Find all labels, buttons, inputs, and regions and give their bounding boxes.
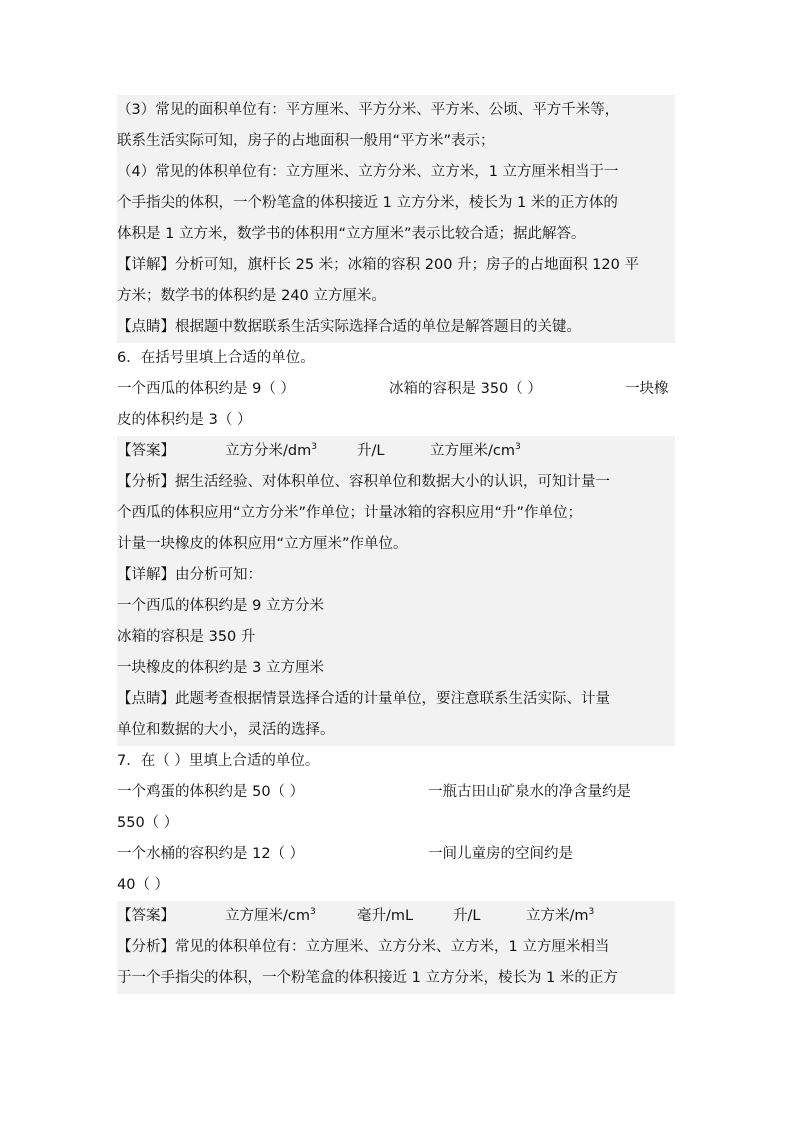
text: 联系生活实际可知，房子的占地面积一般用“平方米”表示； xyxy=(117,133,495,149)
text: 一个西瓜的体积约是 9 立方分米 xyxy=(117,598,324,614)
question-line xyxy=(117,808,675,839)
text: 方米；数学书的体积约是 240 立方厘米。 xyxy=(117,288,386,304)
question-line xyxy=(117,777,675,808)
comment-line xyxy=(117,715,675,746)
detail-line xyxy=(117,591,675,622)
analysis-line xyxy=(117,467,675,498)
detail-line xyxy=(117,560,675,591)
answer-value xyxy=(526,901,594,932)
question-title xyxy=(117,746,675,777)
answer-label: 【答案】 xyxy=(117,908,175,924)
text: 单位和数据的大小，灵活的选择。 xyxy=(117,722,335,738)
text: 立方厘米/cm xyxy=(225,908,310,924)
detail-line xyxy=(117,653,675,684)
text: 于一个手指尖的体积，一个粉笔盒的体积接近 1 立方分米，棱长为 1 米的正方 xyxy=(117,970,618,986)
question-title xyxy=(117,343,675,374)
text: 【分析】常见的体积单位有：立方厘米、立方分米、立方米，1 立方厘米相当 xyxy=(117,939,610,955)
text: 【点睛】此题考查根据情景选择合适的计量单位，要注意联系生活实际、计量 xyxy=(117,691,610,707)
document-page xyxy=(117,95,675,994)
detail-line xyxy=(117,622,675,653)
text: 立方分米/dm xyxy=(225,443,312,459)
text: 个西瓜的体积应用“立方分米”作单位；计量冰箱的容积应用“升”作单位； xyxy=(117,505,583,521)
detail-line xyxy=(117,250,675,281)
text: 【详解】分析可知，旗杆长 25 米；冰箱的容积 200 升；房子的占地面积 120 平 xyxy=(117,257,639,273)
text: （3）常见的面积单位有：平方厘米、平方分米、平方米、公顷、平方千米等， xyxy=(117,102,620,118)
superscript: 3 xyxy=(588,907,595,918)
text: 【详解】由分析可知： xyxy=(117,567,262,583)
analysis-line xyxy=(117,157,675,188)
question-item: 一块橡 xyxy=(625,381,669,397)
answer-value xyxy=(225,436,317,467)
question-item: 皮的体积约是 3（ ） xyxy=(117,412,252,428)
answer-line xyxy=(117,901,675,932)
answer-label: 【答案】 xyxy=(117,443,175,459)
question-item: 40（ ） xyxy=(117,877,170,893)
analysis-line xyxy=(117,963,675,994)
question-item: 冰箱的容积是 350（ ） xyxy=(389,381,542,397)
text: 计量一块橡皮的体积应用“立方厘米”作单位。 xyxy=(117,536,408,552)
question-line xyxy=(117,870,675,901)
superscript: 3 xyxy=(309,907,316,918)
analysis-line xyxy=(117,932,675,963)
text: 冰箱的容积是 350 升 xyxy=(117,629,256,645)
analysis-line xyxy=(117,219,675,250)
text: 立方厘米/cm xyxy=(430,443,515,459)
text: 体积是 1 立方米，数学书的体积用“立方厘米”表示比较合适；据此解答。 xyxy=(117,226,586,242)
detail-line xyxy=(117,281,675,312)
text: 【分析】据生活经验、对体积单位、容积单位和数据大小的认识，可知计量一 xyxy=(117,474,610,490)
analysis-line xyxy=(117,498,675,529)
comment-line xyxy=(117,312,675,343)
text: 【点睛】根据题中数据联系生活实际选择合适的单位是解答题目的关键。 xyxy=(117,319,581,335)
answer-value xyxy=(225,901,316,932)
question-item: 一个水桶的容积约是 12（ ） xyxy=(117,846,305,862)
text: （4）常见的体积单位有：立方厘米、立方分米、立方米，1 立方厘米相当于一 xyxy=(117,164,619,180)
text: 个手指尖的体积，一个粉笔盒的体积接近 1 立方分米，棱长为 1 米的正方体的 xyxy=(117,195,618,211)
question-item: 一瓶古田山矿泉水的净含量约是 xyxy=(428,784,631,800)
comment-line xyxy=(117,684,675,715)
text: 7．在（ ）里填上合适的单位。 xyxy=(117,753,320,769)
question-item: 一间儿童房的空间约是 xyxy=(428,846,573,862)
answer-value: 升/L xyxy=(357,443,385,459)
answer-value: 升/L xyxy=(453,908,481,924)
text: 立方米/m xyxy=(526,908,589,924)
analysis-line xyxy=(117,95,675,126)
question-item: 550（ ） xyxy=(117,815,179,831)
question-item: 一个鸡蛋的体积约是 50（ ） xyxy=(117,784,305,800)
answer-value: 毫升/mL xyxy=(357,908,414,924)
answer-value xyxy=(430,436,521,467)
superscript: 3 xyxy=(514,442,521,453)
question-line xyxy=(117,839,675,870)
question-line xyxy=(117,374,675,405)
answer-line xyxy=(117,436,675,467)
analysis-line xyxy=(117,529,675,560)
analysis-line xyxy=(117,188,675,219)
analysis-line xyxy=(117,126,675,157)
superscript: 3 xyxy=(311,442,317,453)
question-line xyxy=(117,405,675,436)
text: 一块橡皮的体积约是 3 立方厘米 xyxy=(117,660,324,676)
text: 6．在括号里填上合适的单位。 xyxy=(117,350,315,366)
question-item: 一个西瓜的体积约是 9（ ） xyxy=(117,381,295,397)
